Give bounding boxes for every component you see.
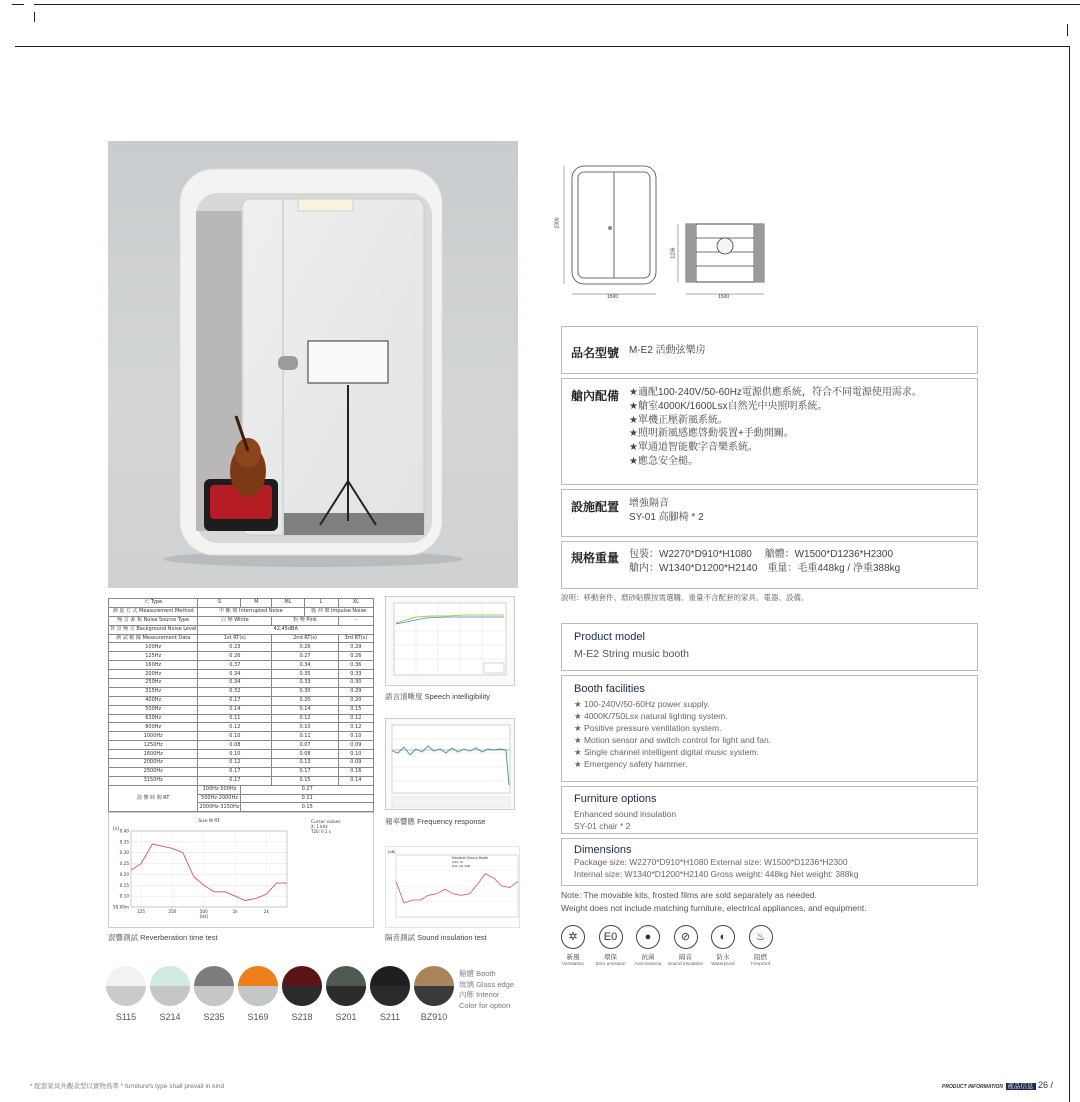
table-cell: 0.36 (338, 661, 373, 670)
swatch-code: S214 (159, 1012, 181, 1022)
swatch-code: S211 (379, 1012, 401, 1022)
table-cell: 0.12 (338, 723, 373, 732)
table-row (109, 616, 374, 625)
table-cell: L (304, 599, 338, 608)
product-photo (108, 141, 518, 588)
en-size-line: Internal size: W1340*D1200*H2140 Gross weight: 448kg Net weight: 388kg (574, 869, 859, 879)
reverberation-chart (108, 812, 374, 928)
list-item: ★應急安全槌。 (629, 455, 698, 467)
table-cell: 800Hz (109, 723, 198, 732)
table-cell: 0.17 (198, 776, 272, 785)
table-cell: ML (272, 599, 304, 608)
table-row (109, 714, 374, 723)
table-cell: 0.16 (338, 767, 373, 776)
table-row (109, 687, 374, 696)
feature-label-zh: 抗菌 (641, 954, 655, 961)
color-swatch (414, 966, 454, 1006)
y-axis-label: [dB] (388, 850, 396, 854)
y-tick-label: 0.30 (119, 850, 129, 856)
table-cell: 250Hz (109, 679, 198, 688)
zh-size-line: 艙内：W1340*D1200*H2140 重量：毛重448kg / 净重388kg (629, 562, 901, 574)
table-cell: 1600Hz (109, 750, 198, 759)
zh-model-value: M-E2 活動弦樂房 (629, 345, 706, 356)
swatch-code: S201 (335, 1012, 357, 1022)
table-cell: 0.10 (338, 732, 373, 741)
frequency-response-graph (385, 718, 515, 810)
cursor-legend-line: X: 1 kHz (311, 824, 328, 829)
en-facility-list (574, 698, 771, 770)
table-row (109, 705, 374, 714)
top-border-line (34, 4, 1080, 5)
table-cell: 2000Hz (109, 759, 198, 768)
table-row (109, 652, 374, 661)
table-cell: 630Hz (109, 714, 198, 723)
table-row (109, 767, 374, 776)
table-cell: 測 試 數 據 Measurement Data (109, 634, 198, 643)
list-item: ★ 4000K/750Lsx natural lighting system. (574, 711, 728, 721)
y-tick-label: 0.40 (119, 828, 129, 834)
table-cell: 125Hz (109, 652, 198, 661)
table-cell: 0.26 (272, 643, 338, 652)
table-cell: 0.13 (272, 759, 338, 768)
footer-brand-zh: 產品信息 (1007, 1083, 1034, 1090)
table-cell: 白 噪 White (198, 616, 272, 625)
table-row (109, 661, 374, 670)
table-row (109, 696, 374, 705)
table-cell: 0.11 (241, 794, 374, 803)
table-row (109, 625, 374, 634)
footer-note: * 配套家具外觀款型以實物爲準 * furniture's type shall prevail in kind (30, 1083, 225, 1090)
y-tick-label: 0.25 (119, 861, 129, 867)
swatch-legend (459, 969, 514, 1011)
feature-label-zh: 新風 (566, 954, 580, 961)
zh-model-box (561, 326, 978, 374)
right-rule (1069, 46, 1070, 1102)
list-item: ★ Single channel intelligent digital music system. (574, 747, 759, 757)
en-model-title: Product model (574, 631, 645, 643)
feature-label-en: Ventilation (561, 962, 585, 967)
y-tick-label: 0.20 (119, 871, 129, 877)
table-cell: 0.12 (198, 723, 272, 732)
zh-model-label: 品名型號 (571, 346, 620, 360)
table-cell: 0.15 (338, 705, 373, 714)
swatch-code: BZ910 (420, 1012, 448, 1022)
table-cell: 0.10 (198, 750, 272, 759)
footer-brand-en: PRODUCT INFORMATION (942, 1084, 1004, 1090)
reverb-caption: 混響測試 Reverberation time test (108, 933, 218, 942)
footer-brand (942, 1080, 1053, 1090)
feature-item (591, 925, 631, 967)
swatch-interior (370, 986, 410, 1006)
top-width-dimension: 1500 (718, 294, 730, 300)
table-cell: 0.30 (338, 679, 373, 688)
table-row (109, 643, 374, 652)
left-tick (34, 12, 35, 22)
en-note-line: Weight does not include matching furniture, electrical appliances, and equipment. (561, 902, 867, 913)
zh-facility-box (561, 378, 978, 485)
table-cell: M (241, 599, 272, 608)
depth-dimension: 1236 (670, 247, 677, 259)
en-furniture-box (561, 786, 978, 834)
table-cell: 0.29 (338, 643, 373, 652)
feature-icon: ✲ (561, 925, 585, 949)
list-item: ★單機正壓新風系統。 (629, 414, 728, 426)
en-size-line: Package size: W2270*D910*H1080 External size: W1500*D1236*H2300 (574, 857, 848, 867)
table-cell: 0.12 (272, 714, 338, 723)
x-tick-label: 2k (263, 909, 270, 914)
table-cell: 3rd RT(s) (338, 634, 373, 643)
en-note-line: Note: The movable kits, frosted films are sold separately as needed. (561, 890, 817, 900)
en-model-value: M-E2 String music booth (574, 648, 689, 660)
table-row (109, 723, 374, 732)
table-cell: 0.33 (272, 679, 338, 688)
legend-line: Size: M (452, 860, 463, 864)
cursor-legend-line: T20: 0.1 s (311, 829, 331, 834)
table-row (109, 759, 374, 768)
table-cell: 100Hz-500Hz (198, 785, 241, 794)
table-cell: 中 斷 聲 Interrupted Noise (198, 607, 304, 616)
rt-label-cell: 混 響 時 間 RT (109, 785, 198, 812)
legend-glass: 玻璃 Glass edge (459, 979, 515, 989)
right-tick (1067, 24, 1068, 36)
table-cell: 0.23 (198, 643, 272, 652)
page-number: 26 / (1038, 1080, 1054, 1090)
table-cell: 0.10 (198, 732, 272, 741)
x-tick-label: 500 (199, 909, 208, 914)
zh-size-line: 包裝：W2270*D910*H1080 艙體：W1500*D1236*H2300 (629, 549, 894, 560)
y-tick-label: 0.10 (119, 893, 129, 899)
feature-label-en: Sound insulation (667, 962, 704, 967)
rt-chart-svg (109, 813, 375, 929)
color-swatch (326, 966, 366, 1006)
table-cell: 0.12 (198, 759, 272, 768)
table-cell: 0.34 (198, 670, 272, 679)
x-tick-label: 125 (137, 909, 146, 914)
sound-insulation-chart (385, 846, 520, 928)
si-series-line (396, 874, 518, 903)
zh-note: 說明：移動套件、磨砂貼膜按需選購。重量不含配套的家具、電器、設備。 (561, 593, 809, 602)
table-cell: 0.27 (241, 785, 374, 794)
height-dimension: 2300 (554, 217, 561, 229)
swatch-interior (150, 986, 190, 1006)
sound-caption: 隔音測試 Sound insulation test (385, 933, 487, 942)
en-furniture-list (574, 808, 676, 832)
table-cell: 500Hz-2000Hz (198, 794, 241, 803)
table-cell: 0.33 (338, 670, 373, 679)
table-cell: 1st RT(s) (198, 634, 272, 643)
swatch-interior (238, 986, 278, 1006)
table-cell: 315Hz (109, 687, 198, 696)
feature-item (628, 925, 668, 967)
table-cell: 200Hz (109, 670, 198, 679)
booth-illustration (108, 141, 518, 588)
table-cell: 0.34 (272, 661, 338, 670)
zh-facility-list (629, 386, 922, 469)
color-swatch (370, 966, 410, 1006)
table-cell: 測 量 方 式 Measurement Method (109, 607, 198, 616)
list-item: ★ Emergency safety hammer. (574, 759, 688, 769)
zh-furniture-label: 設施配置 (571, 500, 620, 514)
table-cell: 0.08 (198, 741, 272, 750)
feature-label-zh: 環保 (604, 954, 617, 961)
table-cell: 0.27 (272, 652, 338, 661)
list-item: ★ 100-240V/50-60Hz power supply. (574, 699, 710, 709)
table-cell: - (338, 616, 373, 625)
zh-furniture-line: 增強隔音 (629, 498, 669, 509)
table-cell: 2000Hz-3150Hz (199, 803, 240, 810)
table-cell: 0.34 (198, 679, 272, 688)
table-row (109, 599, 374, 608)
top-left-tick (12, 4, 24, 5)
table-cell: 0.15 (241, 803, 374, 812)
table-row (109, 634, 374, 643)
cursor-legend-title: Cursor values (311, 820, 341, 825)
table-cell: 1250Hz (109, 741, 198, 750)
table-row (109, 776, 374, 785)
speech-intelligibility-graph (385, 596, 515, 686)
y-tick-label: 50.00m (112, 904, 129, 910)
list-item: ★ Positive pressure ventilation system. (574, 723, 722, 733)
en-furniture-line: Enhanced sound insulation (574, 809, 677, 819)
table-cell: 0.17 (272, 767, 338, 776)
swatch-interior (414, 986, 454, 1006)
list-item: ★單通道智能數字音樂系統。 (629, 442, 758, 454)
swatch-interior (282, 986, 322, 1006)
table-cell: 0.11 (272, 732, 338, 741)
swatch-code: S235 (203, 1012, 225, 1022)
front-width-dimension: 1500 (607, 294, 619, 300)
table-cell: 100Hz (109, 643, 198, 652)
y-axis-label: [s] (113, 827, 119, 832)
swatch-interior (326, 986, 366, 1006)
zh-facility-label: 艙內配備 (571, 389, 620, 403)
y-tick-label: 0.35 (119, 839, 129, 845)
table-row (109, 750, 374, 759)
frequency-graph-svg (386, 719, 516, 811)
table-cell: 0.08 (272, 750, 338, 759)
y-tick-label: 0.15 (119, 882, 129, 888)
en-size-title: Dimensions (574, 844, 632, 856)
zh-furniture-line: SY-01 高腳椅 * 2 (629, 511, 704, 523)
table-cell: 0.26 (338, 652, 373, 661)
speech-caption: 語言清晰度 Speech intelligibility (385, 692, 491, 701)
feature-icon: E0 (599, 925, 623, 949)
table-cell: 尺 Type (109, 599, 198, 608)
feature-label-en: Waterproof (711, 962, 735, 967)
table-cell: 背 景 噪 音 Background Noise Level (110, 626, 197, 633)
table-cell: 0.11 (198, 714, 272, 723)
zh-furniture-box (561, 489, 978, 537)
table-row (109, 741, 374, 750)
en-size-list (574, 856, 858, 880)
table-cell: 0.29 (338, 687, 373, 696)
table-cell: 噪 音 源 類 Noise Source Type (109, 616, 198, 625)
table-cell: 粉 噪 Pink (272, 616, 338, 625)
table-cell: 0.17 (198, 696, 272, 705)
table-row (109, 679, 374, 688)
en-model-box (561, 623, 978, 671)
legend-line: R'w: 29.4dB (452, 864, 470, 868)
measurement-table (108, 598, 374, 812)
table-cell: 2nd RT(s) (272, 634, 338, 643)
list-item: ★照明新風感應啓動裝置+手動開關。 (629, 428, 794, 440)
feature-icon: ◐ (711, 925, 735, 949)
table-cell: 脈 沖 聲 Impulse Noise (304, 607, 373, 616)
list-item: ★艙室4000K/1600Lsx自然光中央照明系統。 (629, 400, 828, 412)
x-tick-label: 250 (168, 909, 177, 914)
table-cell: 0.20 (272, 696, 338, 705)
header-rule (15, 46, 1070, 47)
color-swatch (238, 966, 278, 1006)
feature-item (553, 925, 593, 967)
list-item: ★ Motion sensor and switch control for light and fan. (574, 735, 772, 745)
color-swatch (194, 966, 234, 1006)
table-cell: 0.09 (338, 741, 373, 750)
list-item: ★適配100-240V/50-60Hz電源供應系統，符合不同電源使用需求。 (629, 387, 922, 398)
table-cell: 0.12 (338, 714, 373, 723)
en-note (561, 889, 867, 914)
zh-size-label: 規格重量 (571, 551, 620, 565)
table-cell: 0.15 (272, 776, 338, 785)
feature-label-en: Fireproof (750, 962, 771, 967)
table-cell: 3150Hz (109, 776, 198, 785)
table-cell: XL (338, 599, 373, 608)
feature-icon: ♨ (749, 925, 773, 949)
table-row (109, 670, 374, 679)
table-row (109, 785, 374, 794)
table-cell: 1000Hz (109, 732, 198, 741)
drawing-svg (556, 160, 786, 305)
swatch-code: S115 (115, 1012, 137, 1022)
feature-label-en: Anti-bacteria (634, 962, 662, 967)
table-cell: 0.14 (338, 776, 373, 785)
table-cell: 2500Hz (109, 767, 198, 776)
zh-furniture-list (629, 497, 704, 525)
en-furniture-title: Furniture options (574, 793, 657, 805)
x-axis-label: [Hz] (199, 914, 208, 919)
en-facility-title: Booth facilities (574, 683, 645, 695)
swatch-interior (106, 986, 146, 1006)
color-swatch (150, 966, 190, 1006)
feature-item (741, 925, 781, 967)
frequency-caption: 頻率響應 Frequency response (385, 817, 486, 826)
table-cell: 0.10 (272, 723, 338, 732)
table-cell: 0.10 (338, 750, 373, 759)
swatch-code: S218 (291, 1012, 313, 1022)
zh-size-box (561, 541, 978, 589)
table-cell: 0.14 (272, 705, 338, 714)
feature-label-zh: 隔音 (679, 954, 692, 961)
feature-item (703, 925, 743, 967)
table-cell: 0.20 (338, 696, 373, 705)
feature-item (666, 925, 706, 967)
technical-drawing (556, 160, 786, 305)
feature-label-zh: 阻燃 (754, 954, 767, 961)
table-cell: 0.37 (198, 661, 272, 670)
x-tick-label: 1k (232, 909, 238, 914)
swatch-code: S169 (247, 1012, 269, 1022)
feature-icon: ⊘ (674, 925, 698, 949)
si-chart-svg (386, 847, 521, 929)
feature-label-zh: 防水 (716, 954, 730, 961)
table-cell: 500Hz (109, 705, 198, 714)
color-swatch (282, 966, 322, 1006)
feature-icon: ● (636, 925, 660, 949)
table-cell: 160Hz (109, 661, 198, 670)
en-size-box (561, 838, 978, 886)
legend-color-option: Color for option (459, 1000, 511, 1010)
table-row (109, 607, 374, 616)
table-cell: 0.17 (198, 767, 272, 776)
table-cell: 0.26 (198, 652, 272, 661)
swatch-interior (194, 986, 234, 1006)
table-cell: 0.09 (338, 759, 373, 768)
feature-label-en: Zero emission (595, 962, 626, 967)
table-cell: 0.07 (272, 741, 338, 750)
table-cell: 0.30 (272, 687, 338, 696)
table-cell: 0.32 (198, 687, 272, 696)
table-cell: S (198, 599, 241, 608)
en-facility-box (561, 675, 978, 782)
table-cell: 0.35 (272, 670, 338, 679)
legend-interior: 內飾 Interior (459, 990, 500, 999)
table-cell: 400Hz (109, 696, 198, 705)
legend-booth: 艙體 Booth (459, 969, 496, 978)
chart-title: Size M RT (198, 819, 220, 824)
table-cell: 42.45dBA (198, 625, 374, 634)
table-row (109, 732, 374, 741)
color-swatch (106, 966, 146, 1006)
chart-title: Movable Silence Booth (452, 856, 489, 860)
en-furniture-line: SY-01 chair * 2 (574, 821, 631, 831)
speech-graph-svg (386, 597, 516, 687)
table-cell: 0.14 (198, 705, 272, 714)
zh-size-list (629, 548, 900, 576)
